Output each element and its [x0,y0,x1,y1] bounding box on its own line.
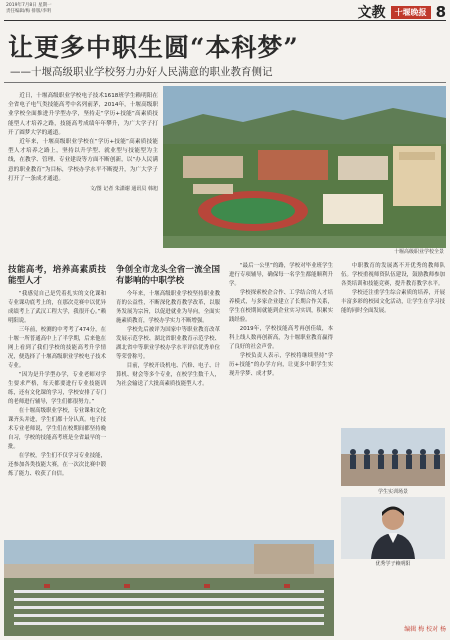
body-paragraph: 在十堰高级职业学校，专业课和文化课齐头并进，学生们都十分认真。电子技术专业老师说，学生们在校期间都坚持晚自习，学校的技能高考班是全省最早的一批。 [8,408,106,450]
article-column-2 [116,262,220,389]
body-paragraph: 2019年，学校技能高考再创佳绩，本科上线人数再创新高，为十堰职业教育赢得了良好的社会声誉。 [229,326,333,350]
body-paragraph: “我感觉自己是凭着扎实的文化课和专业课功底考上的，在那次竞赛中以优异成绩考上了武汉工程大学，我很开心。”赖明阳说。 [8,291,106,324]
article-title: 让更多中职生圆“本科梦” [8,33,299,62]
student-portrait-photo [341,497,445,559]
body-paragraph: 学校还注重学生综合素质的培养，开展丰富多彩的校园文化活动，让学生在学习技能的同时全面发展。 [341,290,445,314]
issue-date: 2019年7月8日 星期一 [6,3,52,8]
students-group-illustration [341,428,445,486]
article-column-3 [229,262,333,379]
masthead [358,2,446,22]
training-photo [341,428,445,486]
body-paragraph: 学校探索校企合作、工学结合的人才培养模式，与多家企业建立了长期合作关系，学生在校期间就能到企业实习实训，积累实践经验。 [229,290,333,323]
body-paragraph: 学校负责人表示，学校将继续坚持“学历+技能”的办学方向，让更多中职学生实现升学梦、成才梦。 [229,353,333,377]
campus-aerial-photo [163,86,446,248]
masthead-date [6,3,52,14]
sports-field-photo [4,540,334,636]
page-number: 8 [435,3,446,21]
newspaper-brand: 十堰晚报 [391,6,431,19]
body-paragraph: 今年来，十堰高级职业学校坚持职业教育的公益性，不断深化教育教学改革，以服务发展为宗旨，以促进就业为导向，全面实施素质教育，学校办学实力不断增强。 [116,291,220,324]
campus-illustration [163,86,446,248]
hero-caption: 十堰高级职业学校全景 [393,249,444,255]
page-editor: 责任编辑/梅 排版/李明 [6,8,51,14]
body-paragraph: 中职教育的发展离不开优秀的教师队伍。学校重视师资队伍建设，鼓励教师参加各类培训和技能竞赛，提升教育教学水平。 [341,263,445,287]
section-name: 文教 [357,5,386,21]
body-paragraph: 学校先后被评为国家中等职业教育改革发展示范学校、湖北省职业教育示范学校、湖北省中等职业学校办学水平评估优秀单位等荣誉称号。 [116,327,220,360]
header-rule [4,20,446,21]
section-heading: 技能高考，培养高素质技能型人才 [8,265,106,286]
body-paragraph: 三年前，校测的中考考了474分，在十堰一所普通高中上了半学期，后来他在网上看到了我们学校的技能高考升学情况，便选择了十堰高级职业学校电子技术专业。 [8,327,106,369]
body-paragraph: 目前，学校开设机电、汽修、电子、计算机、财会等多个专业，在校学生数千人，为社会输送了大批高素质技能型人才。 [116,363,220,387]
article-column-4 [341,262,445,316]
byline: 文/图 记者 朱潇谢 通讯员 韩旭 [89,186,158,193]
body-paragraph: “因为是升学型办学，专业老师对学生要求严格，每天都要进行专业技能训练，还有文化课的学习，学校安排了专门的老师进行辅导，学生们都很努力。” [8,372,106,405]
body-paragraph: “最后一公里”的路，学校对毕业班学生进行专项辅导，确保每一名学生都能顺利升学。 [229,263,333,287]
article-subtitle: ——十堰高级职业学校努力办好人民满意的职业教育侧记 [10,66,273,78]
assembly-illustration [4,540,334,636]
student-portrait-caption: 优秀学子赖明阳 [375,561,411,567]
article-column-1 [8,262,106,479]
title-rule [4,82,446,83]
intro-paragraph: 近年来，十堰高级职业学校在“学历+技能”高素质技能型人才培养之路上，坚持以升学型、就业型与技能型为主线，在教学、管理、专业建设等方面不断创新，以“办人民满意的职业教育”为目标，学校办学水平不断提升，为广大学子打开了一条成才通道。 [8,139,158,182]
body-paragraph: 在学校，学生们不仅学习专业技能，还参加各类技能大赛，在一次次比赛中锻炼了能力、收获了自信。 [8,453,106,477]
intro-paragraph: 近日，十堰高级职业学校电子技术1618班学生赖明阳在全省电子电气类技能高考中名列前茅，2014年，十堰高级职业学校全面推进升学型办学，坚持走“学历+技能”高素质技能型人才培养之路，技能高考成绩年年攀升，为广大学子打开了圆梦大学的通道。 [8,93,158,136]
training-photo-caption: 学生实训场景 [377,489,408,495]
student-portrait-illustration [341,497,445,559]
editor-note: 编辑 梅 校对 杨 [404,626,446,633]
article-intro [8,92,158,194]
section-heading: 争创全市龙头全省一流全国有影响的中职学校 [116,265,220,286]
